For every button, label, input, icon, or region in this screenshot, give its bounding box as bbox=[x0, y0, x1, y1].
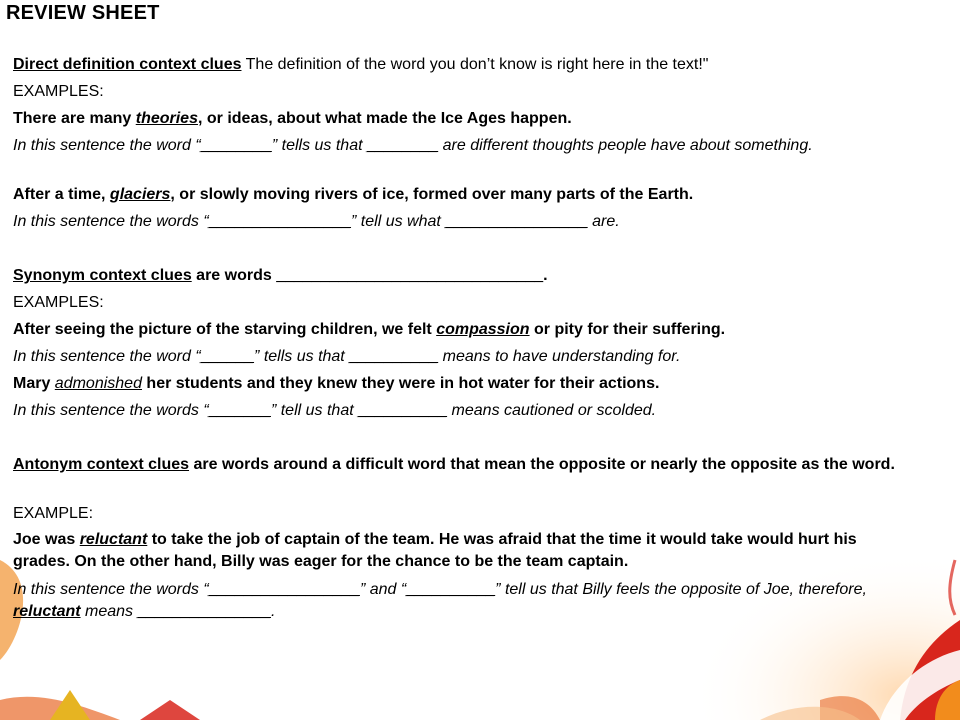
example-sentence: After a time, glaciers, or slowly moving rivers of ice, formed over many parts of the Earth. bbox=[13, 186, 694, 203]
direct-definition-heading: Direct definition context clues bbox=[13, 56, 242, 73]
target-word: compassion bbox=[436, 321, 530, 338]
fill-blank[interactable]: ______________________________ bbox=[276, 267, 544, 284]
fill-blank[interactable]: _______________ bbox=[137, 603, 271, 620]
fill-blank[interactable]: __________ bbox=[358, 402, 448, 419]
fill-blank[interactable]: ________ bbox=[200, 137, 272, 154]
target-word: glaciers bbox=[109, 186, 171, 203]
fill-blank[interactable]: _________________ bbox=[208, 581, 360, 598]
fill-blank[interactable]: _______ bbox=[208, 402, 271, 419]
fill-blank[interactable]: ________ bbox=[367, 137, 439, 154]
fill-blank[interactable]: __________ bbox=[349, 348, 439, 365]
example-label: EXAMPLE: bbox=[13, 505, 94, 522]
heading-description: The definition of the word you don’t know is right here in the text!" bbox=[241, 56, 709, 73]
fill-blank[interactable]: ________________ bbox=[208, 213, 352, 230]
example-sentence: Joe was reluctant to take the job of captain of the team. He was afraid that the time it would take would hurt his grades. On the other hand, Billy was eager for the chance to be the team captain. bbox=[13, 531, 857, 570]
antonym-heading: Antonym context clues bbox=[13, 456, 190, 473]
example-sentence: There are many theories, or ideas, about what made the Ice Ages happen. bbox=[13, 110, 572, 127]
direct-definition-heading-line bbox=[13, 54, 933, 76]
example-explanation: In this sentence the word “________” tells us that ________ are different thoughts people have about something. bbox=[13, 137, 813, 154]
page-title: REVIEW SHEET bbox=[6, 2, 160, 24]
synonym-heading: Synonym context clues bbox=[13, 267, 192, 284]
example-explanation: In this sentence the words “_______” tell us that __________ means cautioned or scolded. bbox=[13, 402, 657, 419]
examples-label: EXAMPLES: bbox=[13, 83, 104, 100]
example-sentence: After seeing the picture of the starving children, we felt compassion or pity for their suffering. bbox=[13, 321, 726, 338]
example-sentence: Mary admonished her students and they knew they were in hot water for their actions. bbox=[13, 375, 660, 392]
antonym-heading-line: Antonym context clues are words around a difficult word that mean the opposite or nearly the opposite as the word. bbox=[13, 456, 895, 473]
target-word: reluctant bbox=[79, 531, 148, 548]
example-explanation: In this sentence the words “________________” tell us what ________________ are. bbox=[13, 213, 620, 230]
target-word: theories bbox=[135, 110, 198, 127]
examples-label: EXAMPLES: bbox=[13, 294, 104, 311]
target-word: admonished bbox=[54, 375, 142, 392]
target-word: reluctant bbox=[13, 603, 81, 620]
fill-blank[interactable]: ______ bbox=[200, 348, 255, 365]
example-explanation: In this sentence the words “_________________” and “__________” tell us that Billy feels the opposite of Joe, therefore, reluctant means _______________. bbox=[13, 581, 867, 620]
synonym-heading-line: Synonym context clues are words ______________________________. bbox=[13, 267, 548, 284]
fill-blank[interactable]: ________________ bbox=[445, 213, 588, 230]
fill-blank[interactable]: __________ bbox=[406, 581, 496, 598]
example-explanation: In this sentence the word “______” tells us that __________ means to have understanding for. bbox=[13, 348, 681, 365]
